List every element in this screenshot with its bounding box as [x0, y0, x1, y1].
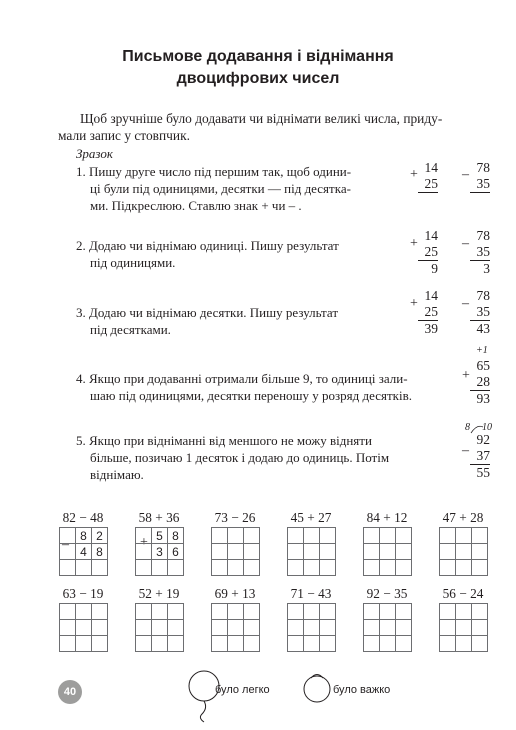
grid-cell[interactable] [244, 528, 260, 544]
grid-cell[interactable] [472, 604, 488, 620]
step-1-text [76, 163, 404, 214]
minuend: 92 [476, 432, 490, 447]
grid-cell[interactable] [76, 560, 92, 576]
step-4-line2: шаю під одиницями, десятки переношу у розряд десятків. [90, 388, 412, 403]
grid-cell[interactable] [228, 620, 244, 636]
difference-result: 55 [470, 464, 490, 481]
grid-cell[interactable] [380, 636, 396, 652]
grid-cell[interactable] [440, 604, 456, 620]
step-5-line1: 5. Якщо при відніманні від меншого не можу відняти [76, 433, 372, 448]
intro-line1: Щоб зручніше було додавати чи віднімати великі числа, приду- [80, 111, 443, 126]
grid-cell[interactable] [92, 560, 108, 576]
step-2-line2: під одиницями. [90, 255, 176, 270]
page-title-line1: Письмове додавання і віднімання [122, 48, 394, 65]
grid-cell[interactable] [76, 604, 92, 620]
grid-cell[interactable] [60, 620, 76, 636]
grid-cell[interactable] [456, 620, 472, 636]
grid-cell[interactable] [440, 620, 456, 636]
grid-plus-sign: + [140, 535, 148, 550]
grid-cell[interactable] [304, 544, 320, 560]
grid-cell[interactable] [304, 528, 320, 544]
answer-grid[interactable] [59, 527, 108, 576]
addend-bottom: 25 [424, 304, 438, 319]
grid-cell[interactable]: 3 [152, 544, 168, 560]
sum-result: 39 [418, 320, 438, 337]
step-3-line2: під десятками. [90, 322, 171, 337]
grid-cell[interactable] [152, 636, 168, 652]
exercise-label: 45 + 27 [290, 510, 332, 525]
page-title-line2: двоцифрових чисел [176, 70, 340, 87]
grid-cell[interactable] [380, 528, 396, 544]
grid-cell[interactable] [380, 604, 396, 620]
grid-cell[interactable] [60, 544, 76, 560]
step-5-line2: більше, позичаю 1 десяток і додаю до одиниць. Потім [90, 450, 390, 465]
grid-cell[interactable] [472, 528, 488, 544]
grid-cell[interactable] [228, 528, 244, 544]
grid-cell[interactable] [472, 636, 488, 652]
answer-grid[interactable] [363, 603, 412, 652]
minus-sign: – [462, 167, 469, 182]
grid-cell[interactable] [440, 544, 456, 560]
carry-mark: +1 [476, 345, 488, 356]
grid-cell[interactable] [396, 528, 412, 544]
grid-cell[interactable] [472, 560, 488, 576]
addend-top: 14 [424, 160, 438, 175]
intro-line2: мали запис у стовпчик. [58, 128, 190, 143]
minus-sign: – [462, 236, 469, 251]
answer-grid[interactable] [211, 603, 260, 652]
addend-top: 65 [476, 358, 490, 373]
step-2-line1: 2. Додаю чи віднімаю одиниці. Пишу результат [76, 238, 339, 253]
addend-top: 14 [424, 228, 438, 243]
grid-cell[interactable] [244, 544, 260, 560]
feedback-hard-label: було важко [333, 684, 391, 696]
answer-grid[interactable] [363, 527, 412, 576]
grid-cell[interactable] [228, 604, 244, 620]
grid-cell[interactable] [228, 636, 244, 652]
grid-cell[interactable] [136, 560, 152, 576]
grid-cell[interactable] [288, 604, 304, 620]
grid-cell[interactable] [60, 604, 76, 620]
grid-cell[interactable] [212, 560, 228, 576]
minuend: 78 [476, 228, 490, 243]
grid-cell[interactable] [364, 528, 380, 544]
subtrahend: 35 [476, 304, 490, 319]
column-add-4 [470, 358, 490, 407]
grid-cell[interactable] [440, 560, 456, 576]
grid-cell[interactable] [456, 560, 472, 576]
addend-bottom: 25 [418, 176, 438, 193]
grid-cell[interactable] [380, 620, 396, 636]
grid-cell[interactable] [136, 528, 152, 544]
exercise-label: 52 + 19 [138, 586, 180, 601]
step-3-text [76, 304, 404, 338]
answer-grid[interactable] [211, 527, 260, 576]
column-add-1 [418, 160, 438, 193]
grid-cell[interactable] [288, 528, 304, 544]
grid-cell[interactable] [456, 604, 472, 620]
step-4-line1: 4. Якщо при додаванні отримали більше 9, то одиниці зали- [76, 371, 408, 386]
exercise-label: 82 − 48 [62, 510, 104, 525]
grid-cell[interactable] [380, 544, 396, 560]
grid-cell[interactable] [152, 560, 168, 576]
exercise-label: 84 + 12 [366, 510, 408, 525]
grid-cell[interactable] [456, 544, 472, 560]
sum-result: 9 [418, 260, 438, 277]
grid-cell[interactable] [396, 620, 412, 636]
grid-cell[interactable] [440, 528, 456, 544]
exercise-label: 71 − 43 [290, 586, 332, 601]
subtrahend: 35 [476, 244, 490, 259]
addend-bottom: 28 [476, 374, 490, 389]
grid-cell[interactable] [304, 620, 320, 636]
grid-cell[interactable] [76, 620, 92, 636]
grid-cell[interactable] [60, 636, 76, 652]
grid-cell[interactable] [212, 620, 228, 636]
grid-cell[interactable] [304, 636, 320, 652]
addend-bottom: 25 [424, 244, 438, 259]
step-2-text [76, 237, 404, 271]
minuend: 78 [476, 160, 490, 175]
weight-hard-icon[interactable] [300, 670, 334, 704]
grid-cell[interactable] [152, 620, 168, 636]
borrow-units-mark: 10 [482, 422, 492, 433]
plus-sign: + [410, 296, 418, 311]
step-5-line3: віднімаю. [90, 467, 144, 482]
grid-cell[interactable] [288, 620, 304, 636]
grid-cell[interactable] [456, 528, 472, 544]
grid-cell[interactable] [136, 544, 152, 560]
grid-cell[interactable] [396, 560, 412, 576]
grid-cell[interactable] [396, 636, 412, 652]
answer-grid[interactable] [439, 527, 488, 576]
grid-cell[interactable] [364, 560, 380, 576]
page-number: 40 [58, 680, 82, 704]
column-sub-1 [470, 160, 490, 193]
grid-cell[interactable] [396, 604, 412, 620]
grid-cell[interactable]: 8 [168, 528, 184, 544]
step-3-line1: 3. Додаю чи віднімаю десятки. Пишу результат [76, 305, 338, 320]
intro-paragraph [58, 110, 478, 144]
minus-sign: – [462, 296, 469, 311]
grid-cell[interactable] [60, 560, 76, 576]
grid-cell[interactable] [136, 620, 152, 636]
grid-cell[interactable] [320, 636, 336, 652]
column-add-2 [418, 228, 438, 277]
grid-cell[interactable] [168, 620, 184, 636]
grid-cell[interactable] [304, 560, 320, 576]
exercise-label: 56 − 24 [442, 586, 484, 601]
sum-result: 93 [470, 390, 490, 407]
grid-cell[interactable] [320, 604, 336, 620]
grid-cell[interactable] [228, 560, 244, 576]
step-4-text [76, 370, 466, 404]
grid-minus-sign: – [62, 537, 69, 552]
grid-cell[interactable]: 2 [92, 528, 108, 544]
exercise-label: 63 − 19 [62, 586, 104, 601]
exercise-label: 69 + 13 [214, 586, 256, 601]
grid-cell[interactable] [228, 544, 244, 560]
grid-cell[interactable] [472, 544, 488, 560]
grid-cell[interactable] [212, 544, 228, 560]
grid-cell[interactable]: 5 [152, 528, 168, 544]
grid-cell[interactable] [244, 636, 260, 652]
column-sub-2 [470, 228, 490, 277]
grid-cell[interactable] [212, 604, 228, 620]
column-sub-5 [470, 432, 490, 481]
grid-cell[interactable]: 8 [92, 544, 108, 560]
grid-cell[interactable] [92, 636, 108, 652]
grid-cell[interactable]: 8 [76, 528, 92, 544]
plus-sign: + [462, 368, 470, 383]
grid-cell[interactable] [244, 560, 260, 576]
grid-cell[interactable] [380, 560, 396, 576]
plus-sign: + [410, 167, 418, 182]
grid-cell[interactable] [244, 604, 260, 620]
difference-result: 43 [470, 320, 490, 337]
balloon-easy-icon[interactable] [186, 668, 222, 724]
answer-grid[interactable] [135, 527, 184, 576]
grid-cell[interactable] [168, 604, 184, 620]
sample-label: Зразок [76, 146, 113, 161]
grid-cell[interactable] [76, 636, 92, 652]
subtrahend: 35 [470, 176, 490, 193]
exercise-label: 92 − 35 [366, 586, 408, 601]
grid-cell[interactable] [136, 604, 152, 620]
step-1-line1: 1. Пишу друге число під першим так, щоб одини- [76, 164, 352, 179]
step-5-text [76, 432, 404, 483]
column-add-3 [418, 288, 438, 337]
grid-cell[interactable]: 4 [76, 544, 92, 560]
grid-cell[interactable] [364, 636, 380, 652]
grid-cell[interactable] [364, 604, 380, 620]
grid-cell[interactable] [212, 636, 228, 652]
difference-result: 3 [470, 260, 490, 277]
column-sub-3 [470, 288, 490, 337]
grid-cell[interactable] [244, 620, 260, 636]
exercise-label: 58 + 36 [138, 510, 180, 525]
grid-cell[interactable] [136, 636, 152, 652]
minus-sign: – [462, 443, 469, 458]
grid-cell[interactable]: 6 [168, 544, 184, 560]
grid-cell[interactable] [396, 544, 412, 560]
exercise-label: 73 − 26 [214, 510, 256, 525]
feedback-easy-label: було легко [215, 684, 270, 696]
minuend: 78 [476, 288, 490, 303]
answer-grid[interactable] [439, 603, 488, 652]
grid-cell[interactable] [152, 604, 168, 620]
grid-cell[interactable] [288, 636, 304, 652]
addend-top: 14 [424, 288, 438, 303]
answer-grid[interactable] [135, 603, 184, 652]
grid-cell[interactable] [92, 620, 108, 636]
answer-grid[interactable] [287, 527, 336, 576]
grid-cell[interactable] [92, 604, 108, 620]
grid-cell[interactable] [456, 636, 472, 652]
grid-cell[interactable] [60, 528, 76, 544]
step-1-line3: ми. Підкреслюю. Ставлю знак + чи – . [90, 198, 302, 213]
grid-cell[interactable] [288, 560, 304, 576]
exercise-label: 47 + 28 [442, 510, 484, 525]
grid-cell[interactable] [288, 544, 304, 560]
grid-cell[interactable] [320, 544, 336, 560]
grid-cell[interactable] [320, 620, 336, 636]
answer-grid[interactable] [287, 603, 336, 652]
grid-cell[interactable] [472, 620, 488, 636]
grid-cell[interactable] [168, 560, 184, 576]
borrow-tens-mark: 8 [465, 422, 470, 433]
grid-cell[interactable] [364, 620, 380, 636]
grid-cell[interactable] [212, 528, 228, 544]
grid-cell[interactable] [320, 560, 336, 576]
step-1-line2: ці були під одиницями, десятки — під десятка- [90, 181, 351, 196]
grid-cell[interactable] [440, 636, 456, 652]
grid-cell[interactable] [168, 636, 184, 652]
subtrahend: 37 [476, 448, 490, 463]
answer-grid[interactable] [59, 603, 108, 652]
grid-cell[interactable] [364, 544, 380, 560]
plus-sign: + [410, 236, 418, 251]
grid-cell[interactable] [304, 604, 320, 620]
grid-cell[interactable] [320, 528, 336, 544]
